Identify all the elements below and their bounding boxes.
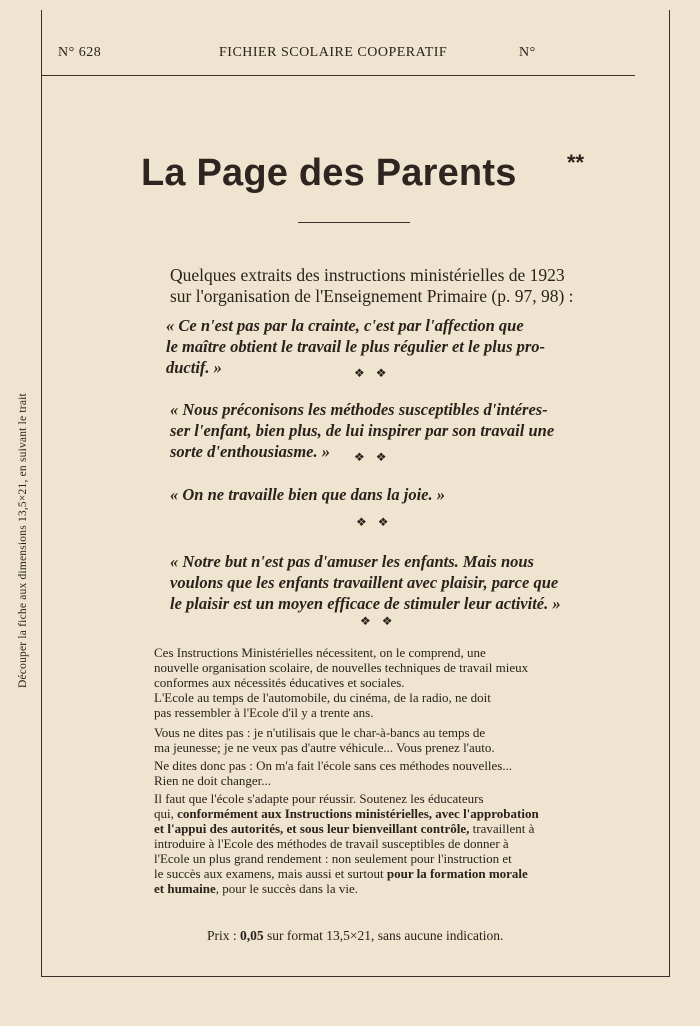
quote-line: le plaisir est un moyen efficace de stimuler leur activité. » — [170, 594, 561, 613]
separator-ornament: ❖ ❖ — [360, 614, 397, 628]
paragraph-line: Vous ne dites pas : je n'utilisais que le char-à-bancs au temps de — [154, 725, 486, 740]
quote-line: ductif. » — [166, 358, 222, 377]
paragraph-text: le succès aux examens, mais aussi et surtout — [154, 866, 387, 881]
paragraph-text: , pour le succès dans la vie. — [215, 881, 358, 896]
header-no-label: N° — [519, 45, 536, 60]
paragraph-line: Ne dites donc pas : On m'a fait l'école sans ces méthodes nouvelles... — [154, 758, 513, 773]
paragraph-char-a-bancs — [154, 725, 610, 755]
paragraph-line — [154, 881, 610, 896]
quote-line: ser l'enfant, bien plus, de lui inspirer par son travail une — [170, 421, 555, 440]
quote-3 — [170, 484, 630, 505]
fiche-number: N° 628 — [58, 45, 102, 60]
header-rule — [41, 75, 635, 76]
price-line — [207, 928, 503, 944]
quote-line: sorte d'enthousiasme. » — [170, 442, 330, 461]
price-suffix: sur format 13,5×21, sans aucune indication. — [263, 928, 504, 943]
paragraph-automobile — [154, 690, 610, 720]
title-rule — [298, 222, 410, 223]
paragraph-line: l'Ecole un plus grand rendement : non seulement pour l'instruction et — [154, 851, 512, 866]
quote-line: « Ce n'est pas par la crainte, c'est par l'affection que — [166, 316, 524, 335]
paragraph-instructions — [154, 645, 610, 690]
paragraph-ne-dites-pas — [154, 758, 610, 788]
intro-line: sur l'organisation de l'Enseignement Primaire (p. 97, 98) : — [170, 286, 574, 306]
price-prefix: Prix : — [207, 928, 241, 943]
paragraph-line: Ces Instructions Ministérielles nécessitent, on le comprend, une — [154, 645, 486, 660]
quote-line: « On ne travaille bien que dans la joie. » — [170, 485, 446, 504]
paragraph-line: Rien ne doit changer... — [154, 773, 271, 788]
cutting-instruction: Découper la fiche aux dimensions 13,5×21, en suivant le trait — [17, 393, 29, 688]
paragraph-line — [154, 821, 610, 836]
title-mark: ** — [567, 150, 585, 175]
quote-1 — [166, 315, 626, 378]
page-title: La Page des Parents — [141, 152, 517, 194]
intro-text — [170, 265, 574, 307]
paragraph-bold-text: et l'appui des autorités, et sous leur bienveillant contrôle, — [154, 821, 470, 836]
paragraph-text: qui, — [154, 806, 178, 821]
quote-line: « Notre but n'est pas d'amuser les enfants. Mais nous — [170, 552, 534, 571]
paragraph-line: Il faut que l'école s'adapte pour réussir. Soutenez les éducateurs — [154, 791, 484, 806]
paragraph-adapter — [154, 791, 610, 896]
paragraph-line — [154, 806, 610, 821]
paragraph-line: pas ressembler à l'Ecole d'il y a trente ans. — [154, 705, 374, 720]
quote-line: voulons que les enfants travaillent avec plaisir, parce que — [170, 573, 559, 592]
separator-ornament: ❖ ❖ — [354, 366, 391, 380]
paragraph-bold-text: pour la formation morale — [386, 866, 528, 881]
price-amount: 0,05 — [240, 928, 264, 943]
paragraph-bold-text: conformément aux Instructions ministérielles, avec l'approbation — [177, 806, 539, 821]
separator-ornament: ❖ ❖ — [356, 515, 393, 529]
separator-ornament: ❖ ❖ — [354, 450, 391, 464]
paragraph-bold-text: et humaine — [154, 881, 216, 896]
paragraph-line — [154, 866, 610, 881]
paragraph-text: travaillent à — [469, 821, 535, 836]
paragraph-line: conformes aux nécessités éducatives et sociales. — [154, 675, 405, 690]
quote-4 — [170, 551, 630, 614]
paragraph-line: nouvelle organisation scolaire, de nouvelles techniques de travail mieux — [154, 660, 529, 675]
header-title: FICHIER SCOLAIRE COOPERATIF — [219, 45, 448, 60]
quote-2 — [170, 399, 630, 462]
quote-line: le maître obtient le travail le plus régulier et le plus pro- — [166, 337, 546, 356]
paragraph-line: L'Ecole au temps de l'automobile, du cinéma, de la radio, ne doit — [154, 690, 491, 705]
intro-line: Quelques extraits des instructions ministérielles de 1923 — [170, 265, 565, 285]
paragraph-line: ma jeunesse; je ne veux pas d'autre véhicule... Vous prenez l'auto. — [154, 740, 495, 755]
quote-line: « Nous préconisons les méthodes susceptibles d'intéres- — [170, 400, 548, 419]
paragraph-line: introduire à l'Ecole des méthodes de travail susceptibles de donner à — [154, 836, 509, 851]
